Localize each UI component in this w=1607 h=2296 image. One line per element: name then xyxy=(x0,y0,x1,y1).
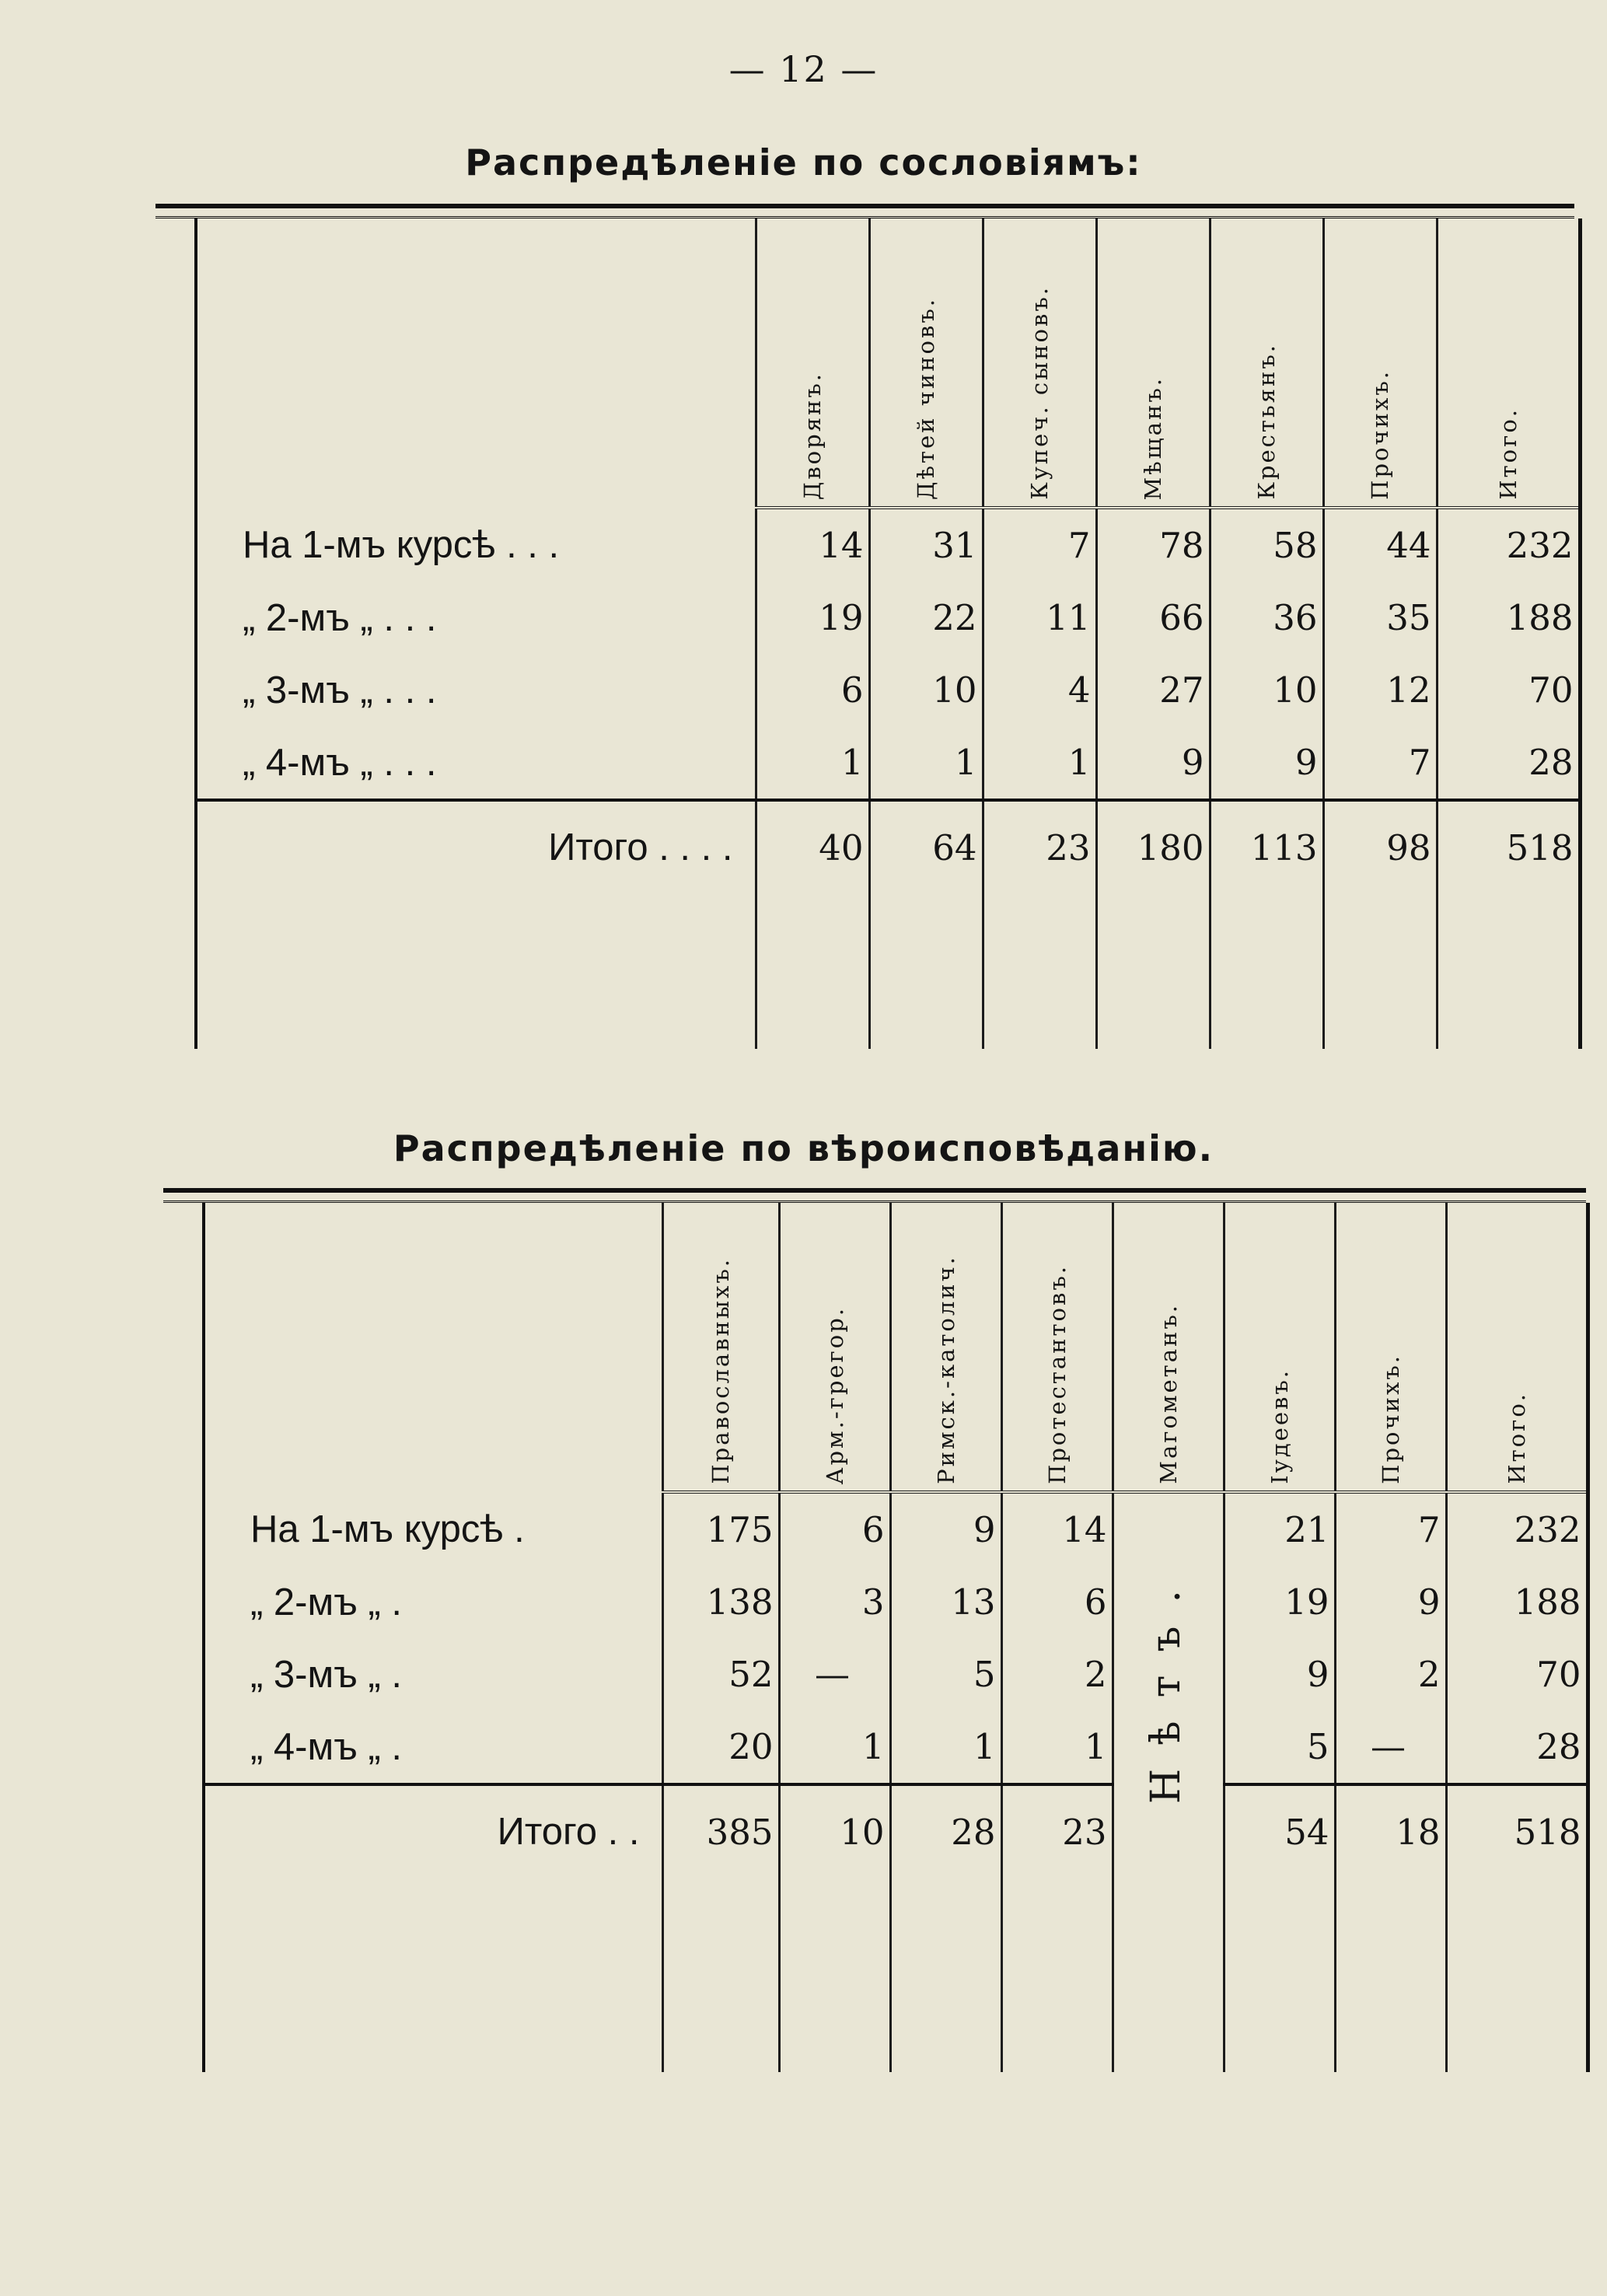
cell: 28 xyxy=(1446,1711,1588,1784)
cell: 6 xyxy=(779,1492,890,1566)
religion-header-row xyxy=(204,1203,1588,1492)
cell: 14 xyxy=(756,508,869,582)
cell: 1 xyxy=(756,726,869,800)
cell: 9 xyxy=(890,1492,1001,1566)
religion-total-row xyxy=(204,1784,1588,1878)
total-cell: 113 xyxy=(1210,800,1323,893)
row-label: „ 2-мъ „ . . . xyxy=(196,582,756,654)
cell: 14 xyxy=(1001,1492,1113,1566)
estates-col-header: Купеч. сыновъ. xyxy=(1026,285,1053,500)
cell: 2 xyxy=(1001,1638,1113,1711)
total-cell: 40 xyxy=(756,800,869,893)
cell: 78 xyxy=(1096,508,1210,582)
row-label: На 1-мъ курсѣ . xyxy=(204,1492,662,1566)
religion-col-header: Магометанъ. xyxy=(1155,1303,1182,1484)
cell: 3 xyxy=(779,1566,890,1638)
cell: 70 xyxy=(1437,654,1580,726)
cell: — xyxy=(779,1638,890,1711)
cell: — xyxy=(1335,1711,1446,1784)
cell: 1 xyxy=(983,726,1096,800)
cell: 70 xyxy=(1446,1638,1588,1711)
estates-col-header: Итого. xyxy=(1494,407,1521,500)
total-cell: 518 xyxy=(1446,1784,1588,1878)
estates-row xyxy=(196,726,1580,800)
estates-row xyxy=(196,654,1580,726)
estates-col-header: Прочихъ. xyxy=(1367,369,1393,500)
total-cell: 180 xyxy=(1096,800,1210,893)
cell: 19 xyxy=(756,582,869,654)
total-cell: 18 xyxy=(1335,1784,1446,1878)
cell: 9 xyxy=(1210,726,1323,800)
religion-row xyxy=(204,1638,1588,1711)
total-cell: 518 xyxy=(1437,800,1580,893)
cell: 36 xyxy=(1210,582,1323,654)
cell: 188 xyxy=(1446,1566,1588,1638)
cell: 35 xyxy=(1323,582,1437,654)
cell: 31 xyxy=(869,508,983,582)
cell: 27 xyxy=(1096,654,1210,726)
cell: 10 xyxy=(869,654,983,726)
cell: 9 xyxy=(1335,1566,1446,1638)
estates-col-header: Крестьянъ. xyxy=(1253,343,1280,500)
estates-total-row xyxy=(196,800,1580,893)
cell: 22 xyxy=(869,582,983,654)
estates-row xyxy=(196,582,1580,654)
cell: 9 xyxy=(1224,1638,1335,1711)
cell: 6 xyxy=(756,654,869,726)
total-cell: 28 xyxy=(890,1784,1001,1878)
religion-top-rule xyxy=(163,1188,1586,1203)
cell: 4 xyxy=(983,654,1096,726)
cell: 21 xyxy=(1224,1492,1335,1566)
cell: 58 xyxy=(1210,508,1323,582)
total-cell: 23 xyxy=(1001,1784,1113,1878)
cell: 28 xyxy=(1437,726,1580,800)
cell: 232 xyxy=(1437,508,1580,582)
row-label: На 1-мъ курсѣ . . . xyxy=(196,508,756,582)
cell: 138 xyxy=(662,1566,779,1638)
cell: 5 xyxy=(890,1638,1001,1711)
estates-table xyxy=(155,204,1582,1049)
row-label: „ 4-мъ „ . xyxy=(204,1711,662,1784)
total-cell: 54 xyxy=(1224,1784,1335,1878)
cell: 7 xyxy=(1335,1492,1446,1566)
cell: 20 xyxy=(662,1711,779,1784)
cell: 2 xyxy=(1335,1638,1446,1711)
cell: 9 xyxy=(1096,726,1210,800)
cell: 44 xyxy=(1323,508,1437,582)
religion-col-header: Римск.-католич. xyxy=(932,1255,959,1484)
religion-row xyxy=(204,1492,1588,1566)
total-cell: 385 xyxy=(662,1784,779,1878)
cell: 7 xyxy=(983,508,1096,582)
cell: 1 xyxy=(1001,1711,1113,1784)
cell: 11 xyxy=(983,582,1096,654)
total-label: Итого . . xyxy=(204,1784,662,1878)
cell: 175 xyxy=(662,1492,779,1566)
religion-row xyxy=(204,1566,1588,1638)
estates-col-header: Дѣтей чиновъ. xyxy=(913,296,939,500)
row-label: „ 4-мъ „ . . . xyxy=(196,726,756,800)
none-text: Нѣтъ. xyxy=(1142,1567,1190,1805)
cell: 5 xyxy=(1224,1711,1335,1784)
cell: 52 xyxy=(662,1638,779,1711)
estates-header-row xyxy=(196,218,1580,508)
religion-table xyxy=(163,1188,1590,2072)
religion-col-header: Прочихъ. xyxy=(1377,1354,1404,1484)
estates-col-header: Мѣщанъ. xyxy=(1140,376,1166,500)
cell: 1 xyxy=(869,726,983,800)
cell: 232 xyxy=(1446,1492,1588,1566)
cell: 1 xyxy=(890,1711,1001,1784)
row-label: „ 3-мъ „ . . . xyxy=(196,654,756,726)
cell: 12 xyxy=(1323,654,1437,726)
estates-filler-row xyxy=(196,893,1580,1049)
total-label: Итого . . . . xyxy=(196,800,756,893)
cell: 66 xyxy=(1096,582,1210,654)
cell: 13 xyxy=(890,1566,1001,1638)
religion-col-header: Православныхъ. xyxy=(707,1257,734,1484)
estates-top-rule xyxy=(155,204,1574,218)
religion-filler-row xyxy=(204,1878,1588,2072)
religion-col-header: Арм.-грегор. xyxy=(821,1305,848,1484)
religion-col-header: Итого. xyxy=(1503,1392,1530,1484)
cell: 6 xyxy=(1001,1566,1113,1638)
estates-row xyxy=(196,508,1580,582)
none-cell xyxy=(1113,1492,1224,1878)
page-number: — 12 — xyxy=(728,48,879,90)
religion-title: Распредѣленіе по вѣроисповѣданію. xyxy=(393,1127,1214,1169)
estates-title: Распредѣленіе по сословіямъ: xyxy=(465,142,1142,183)
total-cell: 10 xyxy=(779,1784,890,1878)
cell: 7 xyxy=(1323,726,1437,800)
cell: 10 xyxy=(1210,654,1323,726)
religion-col-header: Протестантовъ. xyxy=(1043,1264,1071,1484)
total-cell: 64 xyxy=(869,800,983,893)
row-label: „ 3-мъ „ . xyxy=(204,1638,662,1711)
cell: 1 xyxy=(779,1711,890,1784)
cell: 188 xyxy=(1437,582,1580,654)
total-cell: 23 xyxy=(983,800,1096,893)
cell: 19 xyxy=(1224,1566,1335,1638)
estates-col-header: Дворянъ. xyxy=(799,371,826,500)
row-label: „ 2-мъ „ . xyxy=(204,1566,662,1638)
religion-col-header: Іудеевъ. xyxy=(1266,1368,1293,1484)
religion-row xyxy=(204,1711,1588,1784)
total-cell: 98 xyxy=(1323,800,1437,893)
